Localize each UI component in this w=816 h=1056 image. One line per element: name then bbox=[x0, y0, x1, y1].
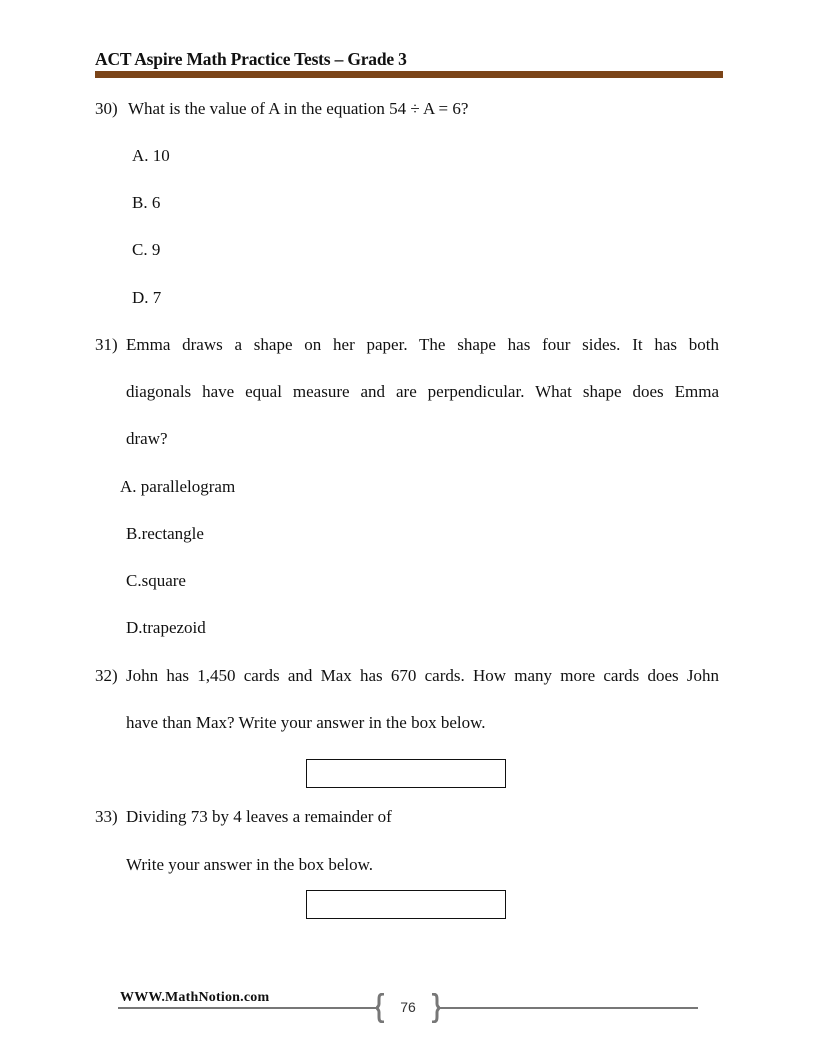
question-31-option-d: D.trapezoid bbox=[126, 618, 206, 637]
question-31-option-c: C.square bbox=[126, 571, 186, 590]
question-31-text-line-2: diagonals have equal measure and are perpendicular. What shape does Emma bbox=[126, 382, 719, 401]
question-32-answer-box[interactable] bbox=[306, 759, 506, 788]
question-31-option-a: A. parallelogram bbox=[120, 477, 236, 496]
footer-rule-left bbox=[118, 1007, 376, 1009]
question-32-text-line-1: John has 1,450 cards and Max has 670 cards. How many more cards does John bbox=[126, 666, 719, 685]
page-number: 76 bbox=[400, 999, 416, 1015]
footer-website-link[interactable]: WWW.MathNotion.com bbox=[120, 990, 270, 1005]
question-30-option-b: B. 6 bbox=[132, 193, 161, 212]
question-30-option-a: A. 10 bbox=[132, 146, 170, 165]
question-33-text-line-1: Dividing 73 by 4 leaves a remainder of bbox=[126, 807, 392, 826]
question-32-number: 32) bbox=[95, 666, 118, 685]
question-30-text: What is the value of A in the equation 54 ÷ A = 6? bbox=[128, 99, 469, 118]
question-31-text-line-1: Emma draws a shape on her paper. The shape has four sides. It has both bbox=[126, 335, 719, 354]
question-33-number: 33) bbox=[95, 807, 118, 826]
footer-rule-right bbox=[440, 1007, 698, 1009]
question-31-option-b: B.rectangle bbox=[126, 524, 204, 543]
question-30-option-d: D. 7 bbox=[132, 288, 162, 307]
question-30-option-c: C. 9 bbox=[132, 240, 161, 259]
question-31-text-line-3: draw? bbox=[126, 429, 168, 448]
header-rule bbox=[95, 71, 723, 78]
page-header-title: ACT Aspire Math Practice Tests – Grade 3 bbox=[95, 49, 407, 69]
question-30-number: 30) bbox=[95, 99, 118, 118]
question-33-answer-box[interactable] bbox=[306, 890, 506, 919]
question-32-text-line-2: have than Max? Write your answer in the box below. bbox=[126, 713, 486, 732]
page-number-badge bbox=[376, 993, 440, 1023]
question-33-text-line-2: Write your answer in the box below. bbox=[126, 855, 374, 874]
question-31-number: 31) bbox=[95, 335, 118, 354]
